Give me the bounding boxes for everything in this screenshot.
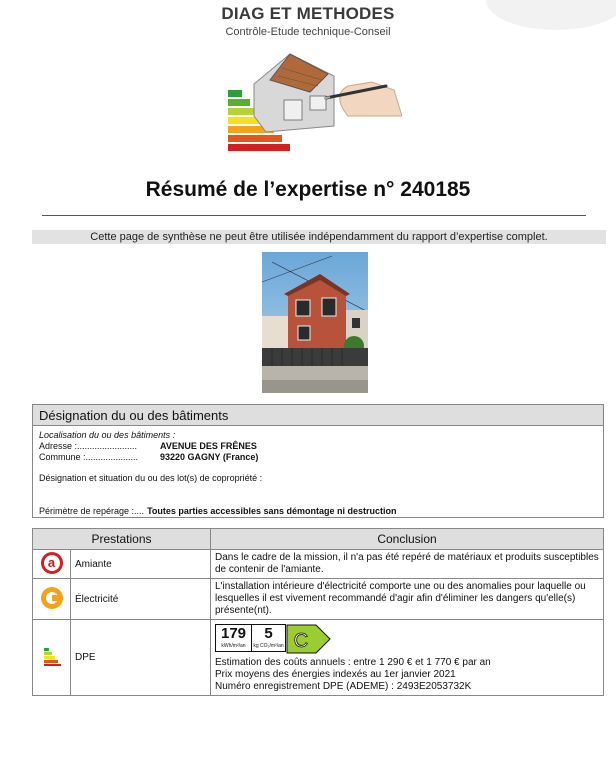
conclusion-header: Conclusion <box>211 529 604 550</box>
dpe-class-letter: C <box>293 630 309 652</box>
prestation-name: Amiante <box>71 550 211 579</box>
buildings-section <box>32 404 604 518</box>
dpe-cost-estimate: Estimation des coûts annuels : entre 1 290 € et 1 770 € par an <box>215 657 491 668</box>
commune-value: 93220 GAGNY (France) <box>160 452 259 462</box>
commune-label: Commune :..................... <box>39 452 139 462</box>
location-label: Localisation du ou des bâtiments : <box>39 430 176 440</box>
dpe-label <box>215 624 599 654</box>
energy-consumption <box>215 624 252 652</box>
prestation-name: DPE <box>71 620 211 696</box>
prestations-table <box>32 528 604 696</box>
table-row <box>33 620 604 696</box>
electricite-conclusion: L'installation intérieure d'électricité comporte une ou des anomalies pour laquelle ou lesquelles il est vivement recommandé d'agir afin d'éliminer les dangers qu'elle(s) présente(nt). <box>211 579 604 620</box>
dpe-registration-number: Numéro enregistrement DPE (ADEME) : 2493E2053732K <box>215 681 472 692</box>
title-divider <box>42 215 586 216</box>
co2-emission <box>252 624 286 652</box>
dpe-class-badge <box>286 624 332 654</box>
dpe-price-basis: Prix moyens des énergies indexés au 1er janvier 2021 <box>215 669 456 680</box>
house-energy-illustration <box>226 46 402 154</box>
table-row <box>33 579 604 620</box>
buildings-heading: Désignation du ou des bâtiments <box>33 405 603 426</box>
designation-label: Désignation et situation du ou des lot(s) de copropriété : <box>39 473 263 483</box>
energy-unit: kWh/m²/an <box>221 643 246 649</box>
company-header <box>0 4 616 38</box>
company-name: DIAG ET METHODES <box>221 4 395 23</box>
address-label: Adresse :........................ <box>39 441 138 451</box>
table-row <box>33 550 604 579</box>
perimeter-value: Toutes parties accessibles sans démontage ni destruction <box>147 506 397 516</box>
energy-label-icon <box>41 645 63 667</box>
amiante-conclusion: Dans le cadre de la mission, il n'a pas été repéré de matériaux et produits susceptibles de contenir de l'amiante. <box>211 550 604 579</box>
perimeter-label: Périmètre de repérage :.... <box>39 506 145 516</box>
page-title: Résumé de l’expertise n° 240185 <box>145 178 471 201</box>
energy-value: 179 <box>220 625 247 642</box>
building-photo <box>262 252 368 393</box>
company-tagline: Contrôle-Etude technique-Conseil <box>225 26 391 38</box>
co2-unit: kg CO₂/m²/an <box>253 643 284 649</box>
synthesis-notice: Cette page de synthèse ne peut être utilisée indépendamment du rapport d’expertise complet. <box>32 230 606 244</box>
prestations-header: Prestations <box>33 529 211 550</box>
prestation-name: Électricité <box>71 579 211 620</box>
co2-value: 5 <box>264 625 273 642</box>
asbestos-icon: a <box>41 552 63 574</box>
electricity-plug-icon <box>41 587 63 609</box>
address-value: AVENUE DES FRÊNES <box>160 441 257 451</box>
